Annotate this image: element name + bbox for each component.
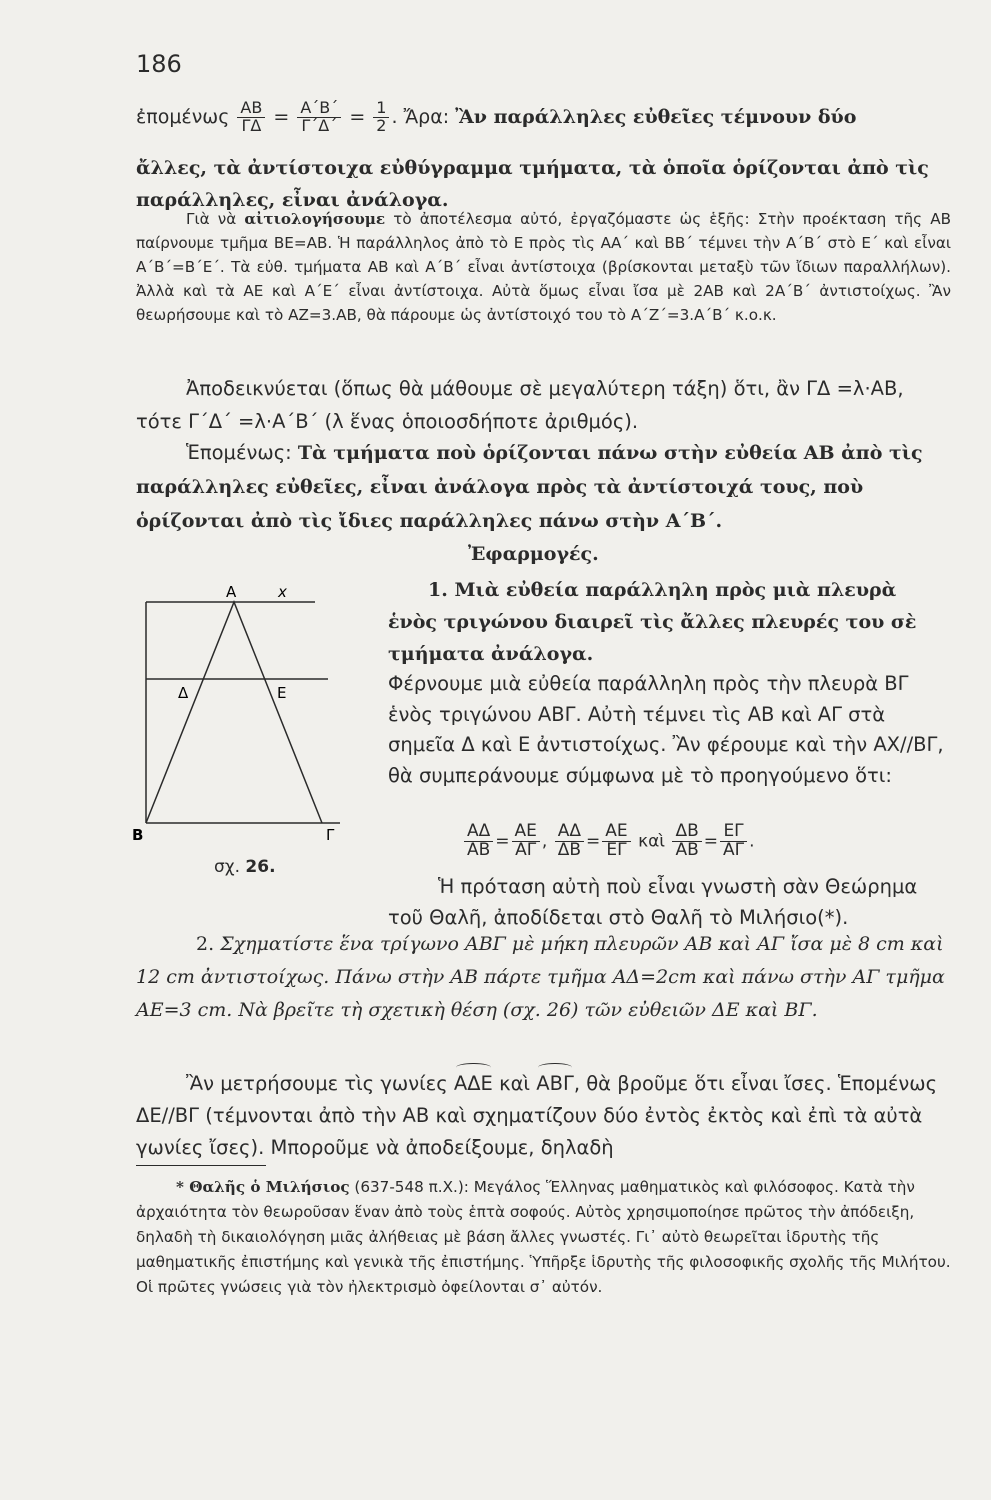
angles-paragraph xyxy=(136,1068,951,1164)
frac-ae-eg: $\frac{AE}{E\Gamma}$ xyxy=(602,823,630,860)
label-x: x xyxy=(278,583,287,601)
ratio-line xyxy=(136,100,856,135)
label-g: Γ xyxy=(326,826,335,844)
period: . xyxy=(749,831,755,852)
proven-paragraph xyxy=(136,372,951,438)
justify-lead: Γιὰ νὰ xyxy=(186,210,237,228)
fraction-ab-gd: $\frac{AB}{\Gamma\Delta}$ xyxy=(237,100,265,135)
theorem-start: Ἂν παράλληλες εὐθεῖες τέμνουν δύο xyxy=(455,105,857,128)
footnote-text: (637-548 π.Χ.): Μεγάλος Ἕλληνας μαθηματικὸς καὶ φιλόσοφος. Κατὰ τὴν ἀρχαιότητα τὸν θεωροῦσαν ἕναν ἀπὸ τοὺς ἑπτὰ σοφούς. Αὐτὸς χρησιμοποίησε πρῶτος τὴν ἀπόδειξη, δηλαδὴ τὴ δικαιολόγηση μιᾶς ἀλήθειας μὲ βάση ἄλλες γνωστές. Γι᾽ αὐτὸ θεωρεῖται ἱδρυτὴς τῆς μαθηματικῆς ἐπιστήμης καὶ γενικὰ τῆς ἐπιστήμης. Ὑπῆρξε ἱδρυτὴς τῆς φιλοσοφικῆς σχολῆς τῆς Μιλήτου. Οἱ πρῶτες γνώσεις γιὰ τὸν ἠλεκτρισμὸ ὀφείλονται σ᾽ αὐτόν. xyxy=(136,1178,951,1296)
applications-heading: Ἐφαρμογές. xyxy=(468,543,599,565)
comma: , xyxy=(541,831,548,852)
frac-ae-ag: $\frac{AE}{A\Gamma}$ xyxy=(512,823,540,860)
footnote xyxy=(136,1175,951,1300)
therefore-bold: Τὰ τμήματα ποὺ ὁρίζονται πάνω στὴν εὐθεία ΑΒ ἀπὸ τὶς παράλληλες εὐθεῖες, εἶναι ἀνάλογα πρὸς τὰ ἀντίστοιχά τους, ποὺ ὁρίζονται ἀπὸ τὶς ἴδιες παράλληλες πάνω στὴν Α΄Β΄. xyxy=(136,442,923,532)
triangle-figure xyxy=(130,580,340,844)
therefore-lead: Ἑπομένως: xyxy=(186,441,292,464)
thales-text: Ἡ πρόταση αὐτὴ ποὺ εἶναι γνωστὴ σὰν Θεώρημα τοῦ Θαλῆ, ἀποδίδεται στὸ Θαλῆ τὸ Μιλήσιο(*). xyxy=(388,875,918,929)
and-word: καὶ xyxy=(499,1072,531,1095)
equals-sign: = xyxy=(349,105,366,128)
footnote-title: * Θαλῆς ὁ Μιλήσιος xyxy=(176,1178,350,1196)
tail-lead: Ἂν μετρήσουμε τὶς γωνίες xyxy=(186,1072,448,1095)
equals-sign: = xyxy=(495,831,510,852)
justification-paragraph xyxy=(136,207,951,327)
justify-bold: αἰτιολογήσουμε xyxy=(244,210,386,228)
angle-ade: ΑΔΕ xyxy=(454,1068,493,1100)
app1-number: 1. xyxy=(428,579,448,601)
prefix-word: ἐπομένως xyxy=(136,105,230,128)
angle-abg: ΑΒΓ xyxy=(536,1068,574,1100)
thales-paragraph xyxy=(388,872,951,933)
app2-text: Σχηματίστε ἕνα τρίγωνο ΑΒΓ μὲ μήκη πλευρῶν ΑΒ καὶ ΑΓ ἴσα μὲ 8 cm καὶ 12 cm ἀντιστοίχως. Πάνω στὴν ΑΒ πάρτε τμῆμα ΑΔ=2cm καὶ πάνω στὴν ΑΓ τμῆμα ΑΕ=3 cm. Νὰ βρεῖτε τὴ σχετικὴ θέση (σχ. 26) τῶν εὐθειῶν ΔΕ καὶ ΒΓ. xyxy=(136,933,945,1021)
equals-sign: = xyxy=(586,831,601,852)
frac-db-ab: $\frac{\Delta B}{AB}$ xyxy=(672,823,701,860)
figure-caption xyxy=(214,857,276,877)
frac-ad-db: $\frac{A\Delta}{\Delta B}$ xyxy=(555,823,584,860)
frac-ad-ab: $\frac{A\Delta}{AB}$ xyxy=(464,823,493,860)
ara-word: . Ἄρα: xyxy=(391,105,450,128)
app1-title-text: Μιὰ εὐθεία παράλληλη πρὸς μιὰ πλευρὰ ἑνὸς τριγώνου διαιρεῖ τὶς ἄλλες πλευρές του σὲ τμήματα ἀνάλογα. xyxy=(388,579,917,665)
equals-sign: = xyxy=(703,831,718,852)
therefore-paragraph xyxy=(136,436,951,538)
label-e: Ε xyxy=(277,684,287,702)
caption-number: 26. xyxy=(245,857,276,877)
page-number: 186 xyxy=(136,50,182,78)
theorem-continuation: ἄλλες, τὰ ἀντίστοιχα εὐθύγραμμα τμήματα, τὰ ὁποῖα ὁρίζονται ἀπὸ τὶς παράλληλες, εἶναι ἀνάλογα. xyxy=(136,157,929,211)
fraction-primed: $\frac{A΄B΄}{\Gamma΄\Delta΄}$ xyxy=(297,100,341,135)
and-word: καὶ xyxy=(638,831,666,852)
application-1-title xyxy=(388,574,951,670)
fraction-half: $\frac{1}{2}$ xyxy=(373,100,389,135)
proven-text: Ἀποδεικνύεται (ὅπως θὰ μάθουμε σὲ μεγαλύτερη τάξη) ὅτι, ἂν ΓΔ =λ·ΑΒ, τότε Γ΄Δ΄ =λ·Α΄Β΄ (λ ἕνας ὁποιοσδήποτε ἀριθμός). xyxy=(136,377,904,433)
label-b: Β xyxy=(132,826,144,844)
triangle-sides xyxy=(146,602,322,823)
equals-sign: = xyxy=(273,105,290,128)
label-a: Α xyxy=(226,583,237,601)
proportion-equations xyxy=(462,823,755,860)
app2-number: 2. xyxy=(196,933,215,955)
application-2 xyxy=(136,928,951,1027)
tail-rest: , θὰ βροῦμε ὅτι εἶναι ἴσες. Ἑπομένως ΔΕ//ΒΓ (τέμνονται ἀπὸ τὴν ΑΒ καὶ σχηματίζουν δύο ἐντὸς ἐκτὸς καὶ ἐπὶ τὰ αὐτὰ γωνίες ἴσες). Μποροῦμε νὰ ἀποδείξουμε, δηλαδὴ xyxy=(136,1072,938,1159)
caption-prefix: σχ. xyxy=(214,857,240,877)
footnote-rule xyxy=(136,1165,266,1166)
application-1-text: Φέρνουμε μιὰ εὐθεία παράλληλη πρὸς τὴν πλευρὰ ΒΓ ἑνὸς τριγώνου ΑΒΓ. Αὐτὴ τέμνει τὶς ΑΒ καὶ ΑΓ στὰ σημεῖα Δ καὶ Ε ἀντιστοίχως. Ἂν φέρουμε καὶ τὴν ΑΧ//ΒΓ, θὰ συμπεράνουμε σύμφωνα μὲ τὸ προηγούμενο ὅτι: xyxy=(388,672,944,787)
justify-rest: τὸ ἀποτέλεσμα αὐτό, ἐργαζόμαστε ὡς ἑξῆς: Στὴν προέκταση τῆς ΑΒ παίρνουμε τμῆμα ΒΕ=ΑΒ. Ἡ παράλληλος ἀπὸ τὸ Ε πρὸς τὶς ΑΑ΄ καὶ ΒΒ΄ τέμνει τὴν Α΄Β΄ στὸ Ε΄ καὶ εἶναι Α΄Β΄=Β΄Ε΄. Τὰ εὐθ. τμήματα ΑΒ καὶ Α΄Β΄ εἶναι ἀντίστοιχα (βρίσκονται μεταξὺ τῶν ἴδιων παραλλήλων). Ἀλλὰ καὶ τὰ ΑΕ καὶ Α΄Ε΄ εἶναι ἀντίστοιχα. Αὐτὰ ὅμως εἶναι ἴσα μὲ 2ΑΒ καὶ 2Α΄Β΄ ἀντιστοίχως. Ἂν θεωρήσουμε καὶ τὸ ΑΖ=3.ΑΒ, θὰ πάρουμε ὡς ἀντίστοιχό του τὸ Α΄Ζ΄=3.Α΄Β΄ κ.ο.κ. xyxy=(136,210,952,324)
frac-eg-ag: $\frac{E\Gamma}{A\Gamma}$ xyxy=(720,823,747,860)
label-d: Δ xyxy=(178,684,189,702)
triangle-diagram xyxy=(130,580,340,844)
